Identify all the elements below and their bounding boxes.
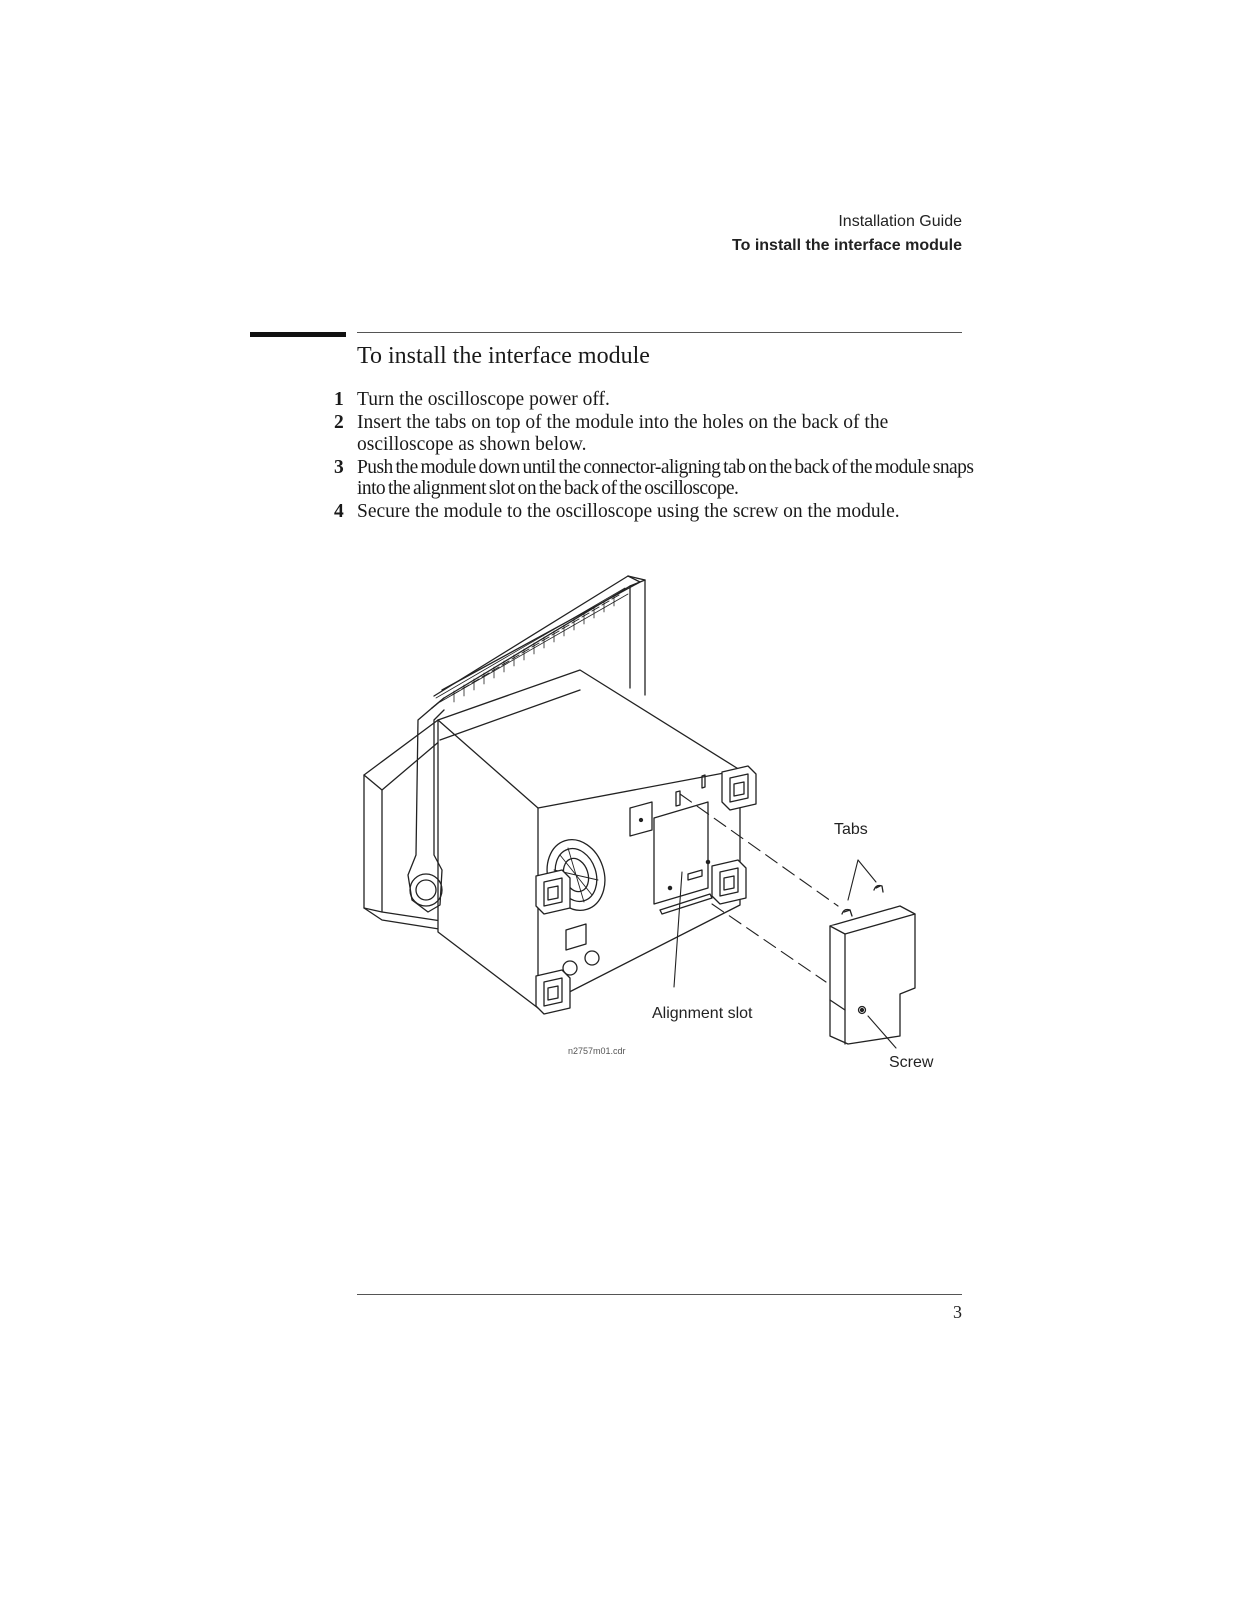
page-title: To install the interface module: [357, 343, 650, 369]
step-text: Push the module down until the connector-aligning tab on the back of the module snaps into the alignment slot on the back of the oscilloscope.: [357, 456, 974, 499]
step-item: [334, 389, 974, 411]
figure-file-label: n2757m01.cdr: [568, 1046, 626, 1056]
screw-callout: Screw: [889, 1054, 934, 1071]
installation-steps: [334, 389, 974, 524]
running-head-section: To install the interface module: [732, 237, 962, 254]
step-number: 2: [334, 412, 344, 433]
heading-rule: [357, 332, 962, 333]
step-text: Turn the oscilloscope power off.: [357, 389, 610, 410]
page-number: 3: [953, 1302, 962, 1322]
step-text: Insert the tabs on top of the module into the holes on the back of the oscilloscope as shown below.: [357, 412, 889, 455]
installation-figure: [340, 570, 960, 1090]
footer-rule: [357, 1294, 962, 1295]
step-item: [334, 412, 974, 455]
step-text: Secure the module to the oscilloscope using the screw on the module.: [357, 501, 900, 522]
step-number: 3: [334, 456, 344, 478]
oscilloscope-chassis: [438, 670, 740, 1008]
step-item: [334, 457, 974, 500]
interface-module: [830, 886, 915, 1045]
tabs-callout: Tabs: [834, 821, 868, 838]
step-number: 1: [334, 389, 344, 410]
section-marker-rule: [250, 332, 346, 337]
running-head-chapter: Installation Guide: [838, 213, 962, 230]
running-head: [732, 210, 962, 258]
step-number: 4: [334, 501, 344, 522]
alignment-slot-callout: Alignment slot: [652, 1005, 753, 1022]
step-item: [334, 501, 974, 523]
